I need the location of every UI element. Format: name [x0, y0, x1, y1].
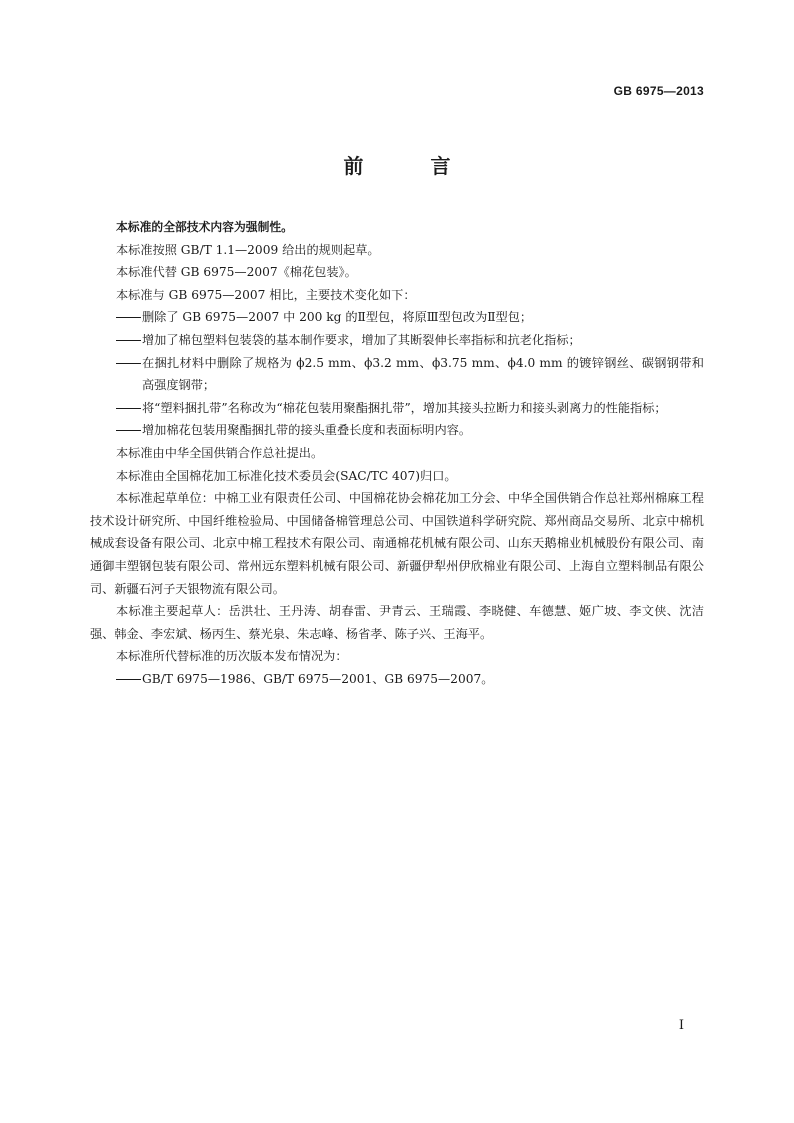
page-title: 前 言	[343, 154, 481, 178]
change-item-text: 将“塑料捆扎带”名称改为“棉花包装用聚酯捆扎带”，增加其接头拉断力和接头剥离力的性能指标；	[142, 400, 667, 415]
history-intro-paragraph: 本标准所代替标准的历次版本发布情况为：	[116, 649, 348, 664]
change-item	[90, 397, 704, 420]
changes-intro-paragraph: 本标准与 GB 6975—2007 相比，主要技术变化如下：	[116, 287, 416, 302]
change-item	[90, 352, 704, 397]
history-item-text: GB/T 6975—1986、GB/T 6975—2001、GB 6975—2007。	[142, 671, 494, 686]
mandatory-statement: 本标准的全部技术内容为强制性。	[116, 220, 293, 234]
foreword-body	[90, 216, 704, 690]
change-item	[90, 329, 704, 352]
change-item-text: 增加棉花包装用聚酯捆扎带的接头重叠长度和表面标明内容。	[142, 423, 472, 438]
change-item-text: 在捆扎材料中删除了规格为 ϕ2.5 mm、ϕ3.2 mm、ϕ3.75 mm、ϕ4.0 mm 的镀锌钢丝、碳钢钢带和高强度钢带；	[142, 355, 704, 393]
drafting-rules-paragraph: 本标准按照 GB/T 1.1—2009 给出的规则起草。	[116, 242, 380, 257]
replaces-paragraph: 本标准代替 GB 6975—2007《棉花包装》。	[116, 265, 357, 280]
drafting-units-paragraph: 本标准起草单位：中棉工业有限责任公司、中国棉花协会棉花加工分会、中华全国供销合作总社郑州棉麻工程技术设计研究所、中国纤维检验局、中国储备棉管理总公司、中国铁道科学研究院、郑州商品交易所、北京中棉机械成套设备有限公司、北京中棉工程技术有限公司、南通棉花机械有限公司、山东天鹅棉业机械股份有限公司、南通御丰塑钢包装有限公司、常州远东塑料机械有限公司、新疆伊犁州伊欣棉业有限公司、上海自立塑料制品有限公司、新疆石河子天银物流有限公司。	[90, 491, 704, 596]
committee-paragraph: 本标准由全国棉花加工标准化技术委员会(SAC/TC 407)归口。	[116, 468, 457, 483]
history-item	[90, 668, 704, 691]
page-number: I	[678, 1018, 684, 1033]
change-item	[90, 306, 704, 329]
proposer-paragraph: 本标准由中华全国供销合作总社提出。	[116, 445, 324, 460]
change-item-text: 删除了 GB 6975—2007 中 200 kg 的Ⅱ型包，将原Ⅲ型包改为Ⅱ型包；	[142, 310, 533, 325]
document-code: GB 6975—2013	[613, 84, 704, 98]
change-item-text: 增加了棉包塑料包装袋的基本制作要求，增加了其断裂伸长率指标和抗老化指标；	[142, 332, 581, 347]
change-item	[90, 419, 704, 442]
drafters-paragraph: 本标准主要起草人：岳洪壮、王丹涛、胡春雷、尹青云、王瑞霞、李晓健、车德慧、姬广坡、李文侠、沈洁强、韩金、李宏斌、杨丙生、蔡光泉、朱志峰、杨省孝、陈子兴、王海平。	[90, 604, 704, 641]
